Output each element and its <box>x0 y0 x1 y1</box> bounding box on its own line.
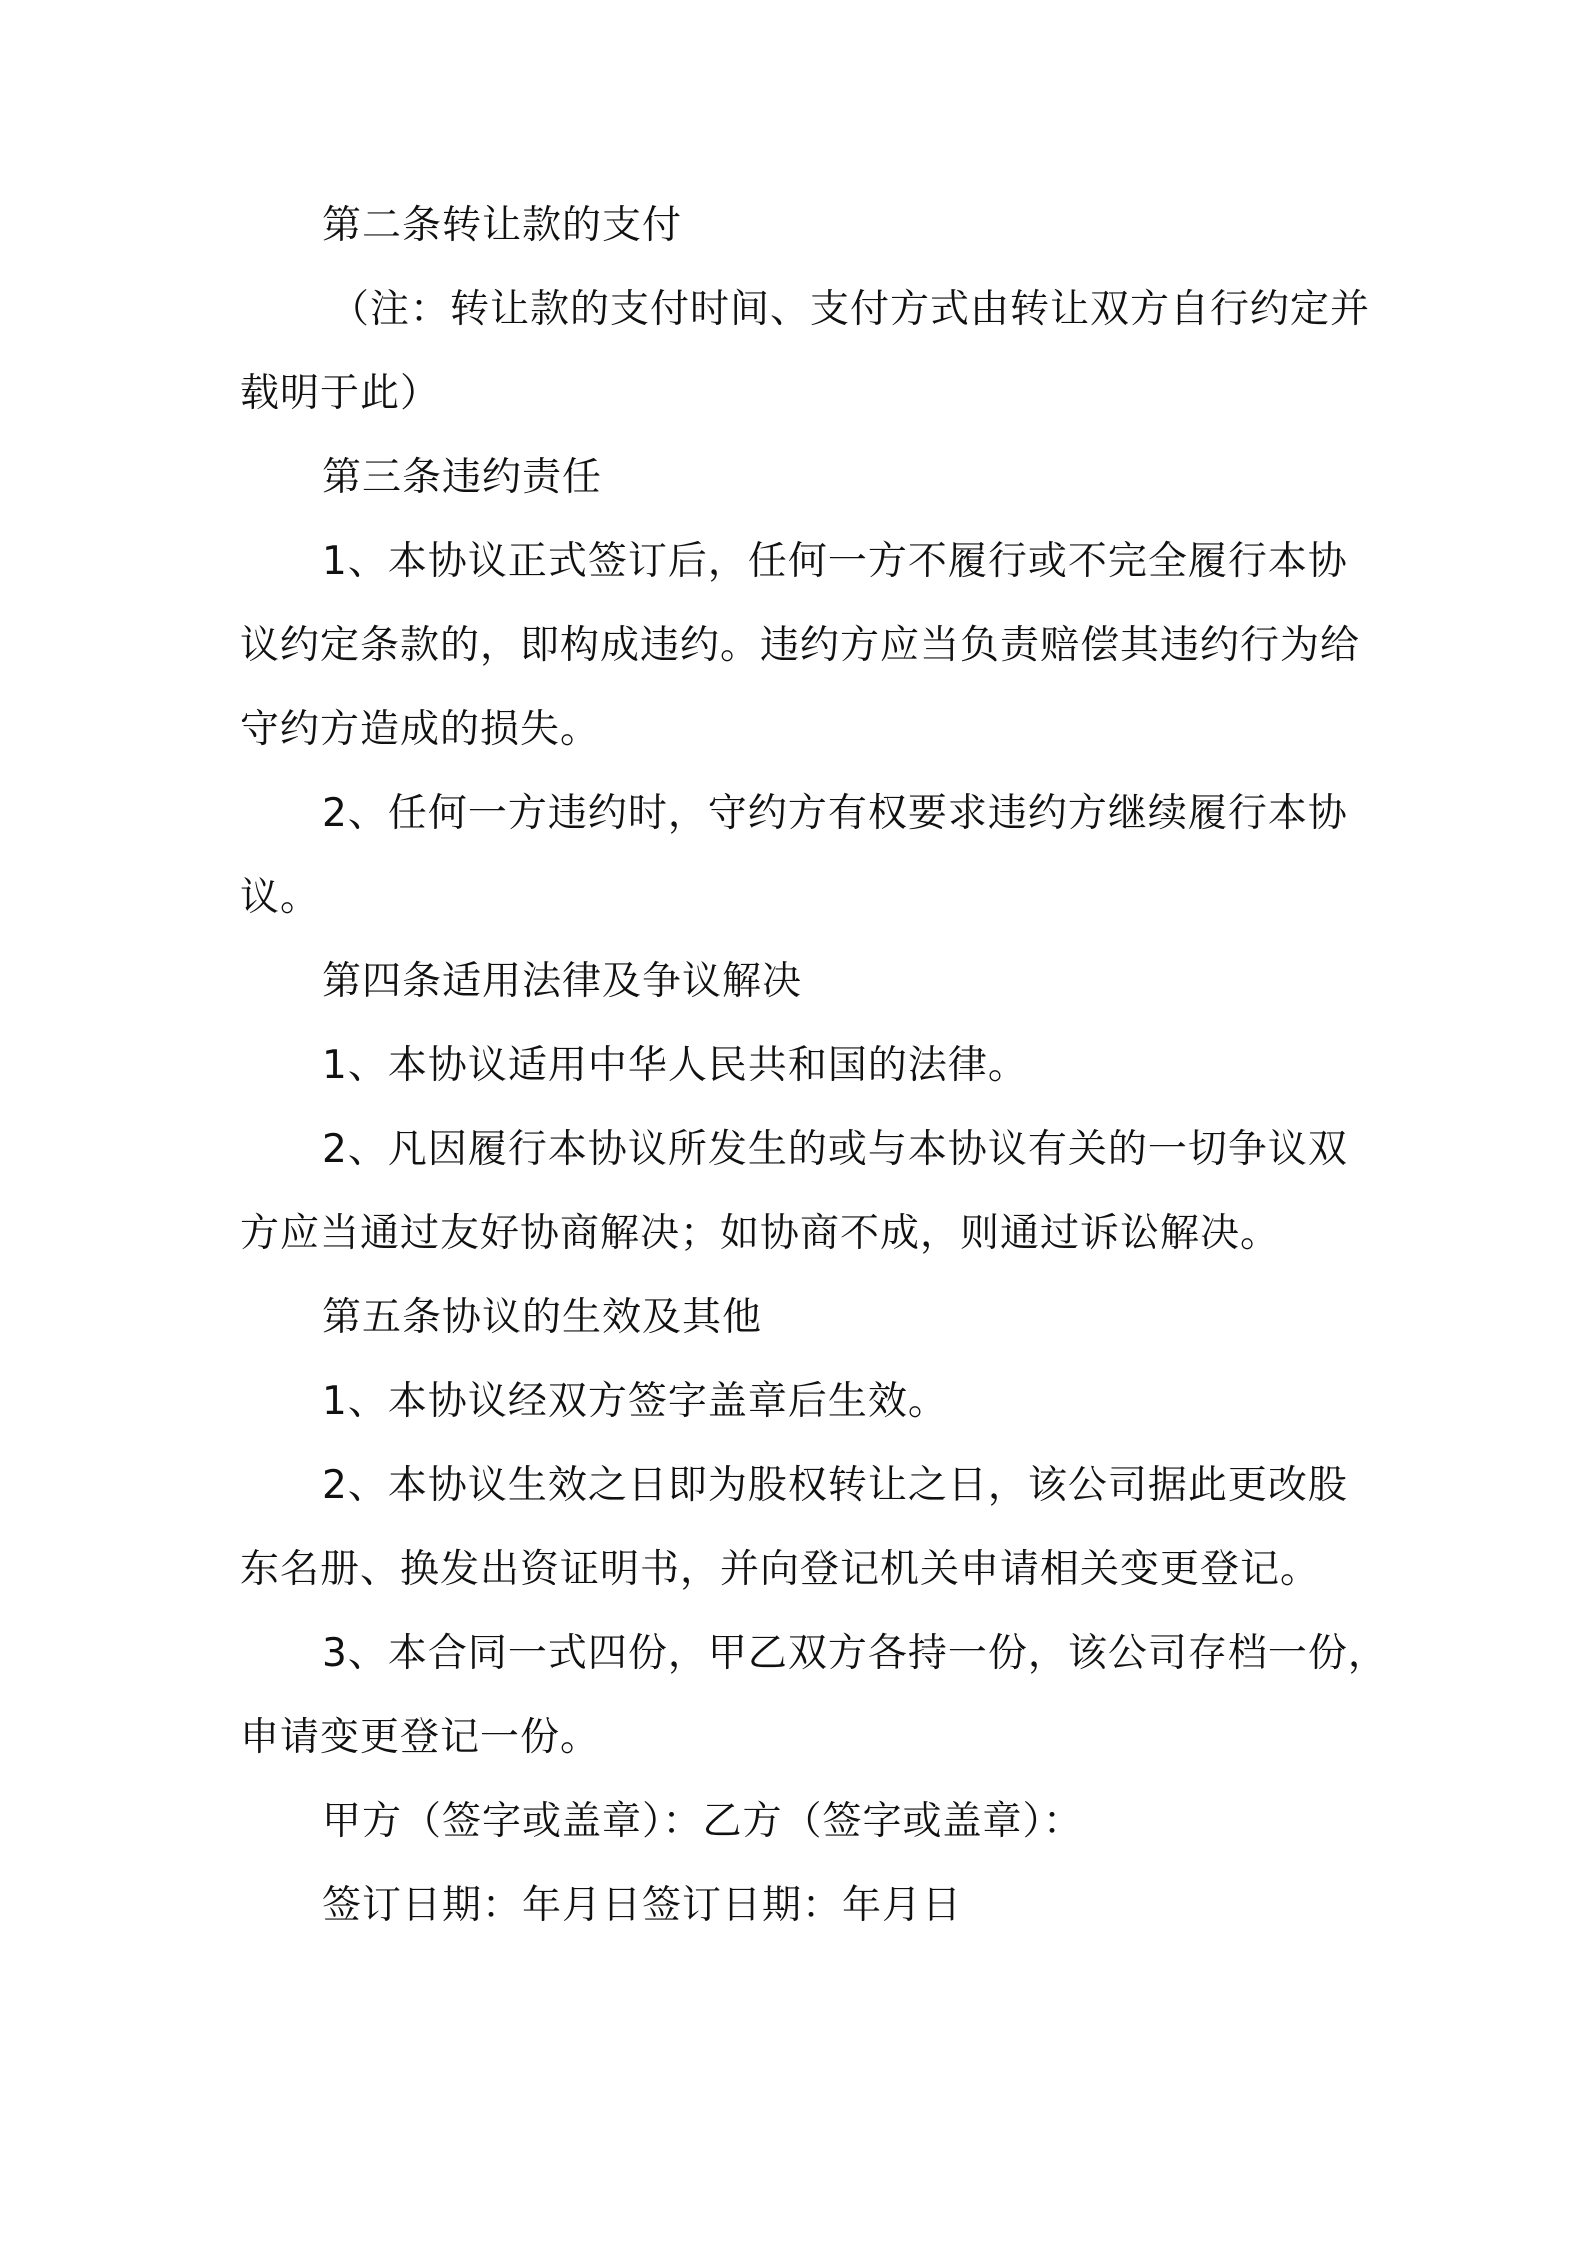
article-5-heading: 第五条协议的生效及其他 <box>322 1295 763 1340</box>
signature-parties: 甲方（签字或盖章）：乙方（签字或盖章）： <box>322 1799 1084 1844</box>
article-2-note-line-2: 载明于此） <box>240 371 441 416</box>
article-5-clause-3-line-2: 申请变更登记一份。 <box>240 1715 601 1760</box>
article-2-note-line-1: （注：转让款的支付时间、支付方式由转让双方自行约定并 <box>330 287 1371 332</box>
article-4-clause-2-line-1: 2、凡因履行本协议所发生的或与本协议有关的一切争议双 <box>322 1127 1348 1172</box>
article-3-clause-1-line-1: 1、本协议正式签订后，任何一方不履行或不完全履行本协 <box>322 539 1348 584</box>
article-4-clause-1: 1、本协议适用中华人民共和国的法律。 <box>322 1043 1028 1088</box>
article-3-clause-1-line-3: 守约方造成的损失。 <box>240 707 601 752</box>
article-5-clause-1: 1、本协议经双方签字盖章后生效。 <box>322 1379 948 1424</box>
article-3-heading: 第三条违约责任 <box>322 455 603 500</box>
article-4-clause-2-line-2: 方应当通过友好协商解决；如协商不成，则通过诉讼解决。 <box>240 1211 1281 1256</box>
article-2-heading: 第二条转让款的支付 <box>322 203 683 248</box>
article-3-clause-1-line-2: 议约定条款的，即构成违约。违约方应当负责赔偿其违约行为给 <box>240 623 1361 668</box>
article-5-clause-2-line-1: 2、本协议生效之日即为股权转让之日，该公司据此更改股 <box>322 1463 1348 1508</box>
article-5-clause-2-line-2: 东名册、换发出资证明书，并向登记机关申请相关变更登记。 <box>240 1547 1321 1592</box>
article-3-clause-2-line-2: 议。 <box>240 875 321 920</box>
article-4-heading: 第四条适用法律及争议解决 <box>322 959 803 1004</box>
signature-dates: 签订日期：年月日签订日期：年月日 <box>322 1883 963 1928</box>
article-3-clause-2-line-1: 2、任何一方违约时，守约方有权要求违约方继续履行本协 <box>322 791 1348 836</box>
article-5-clause-3-line-1: 3、本合同一式四份，甲乙双方各持一份，该公司存档一份， <box>322 1631 1388 1676</box>
